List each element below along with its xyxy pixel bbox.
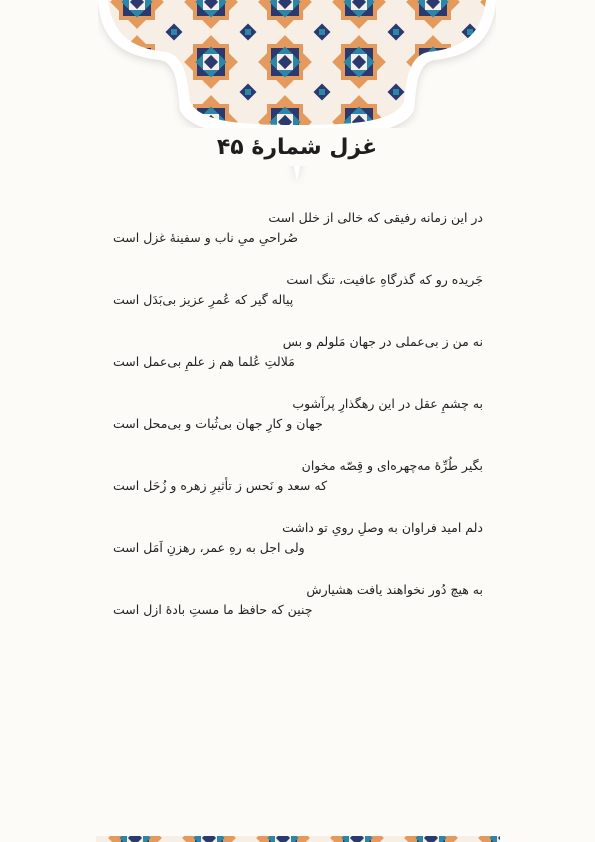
- misra-first: به هیچ دُور نخواهند یافت هشیارش: [306, 582, 483, 597]
- beyt: [113, 270, 483, 332]
- beyt: [113, 580, 483, 642]
- beyt: [113, 394, 483, 456]
- misra-first: بگیر طُرِّهٔ مه‌چهره‌ای و قِصّه مخوان: [301, 458, 483, 473]
- tile-ornament-footer: [96, 836, 500, 842]
- page-title: غزل شمارهٔ ۴۵: [216, 134, 378, 160]
- misra-first: در این زمانه رفیقی که خالی از خلل است: [268, 210, 483, 225]
- misra-second: که سعد و نَحس ز تأثیرِ زهره و زُحَل است: [113, 478, 328, 493]
- misra-second: جهان و کارِ جهان بی‌ثُبات و بی‌محل است: [113, 416, 323, 431]
- misra-second: صُراحیِ میِ ناب و سفینهٔ غزل است: [113, 230, 298, 245]
- misra-second: پیاله گیر که عُمرِ عزیز بی‌بَدَل است: [113, 292, 294, 307]
- misra-first: دلم امید فراوان به وصلِ رویِ تو داشت: [282, 520, 483, 535]
- title-plate: [112, 128, 482, 166]
- poem-body: [113, 208, 483, 642]
- beyt: [113, 456, 483, 518]
- misra-second: چنین که حافظ ما مستِ بادهٔ ازل است: [113, 602, 313, 617]
- misra-first: به چشمِ عقل در این رهگذارِ پرآشوب: [292, 396, 483, 411]
- beyt: [113, 208, 483, 270]
- misra-first: جَریده رو که گذرگاهِ عافیت، تنگ است: [286, 272, 483, 287]
- misra-second: ولی اجل به رهِ عمر، رهزنِ اَمَل است: [113, 540, 305, 555]
- misra-first: نه من ز بی‌عملی در جهان مَلولم و بس: [282, 334, 483, 349]
- beyt: [113, 518, 483, 580]
- beyt: [113, 332, 483, 394]
- misra-second: مَلالتِ عُلما هم ز علمِ بی‌عمل است: [113, 354, 295, 369]
